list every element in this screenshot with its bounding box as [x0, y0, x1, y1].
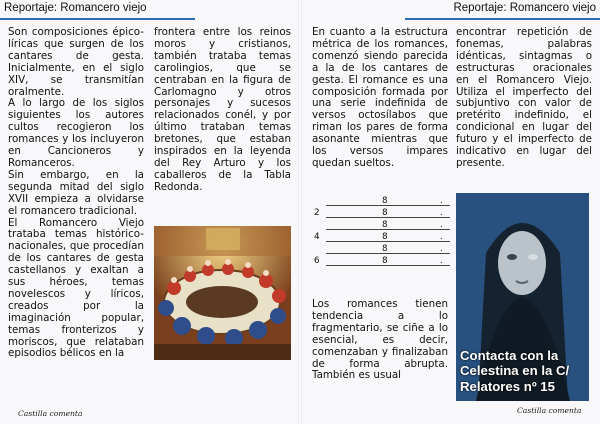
- column-4: [456, 27, 592, 170]
- metric-row-number: 2: [314, 208, 320, 218]
- column-2: [154, 27, 291, 194]
- metric-row-line: [326, 217, 450, 218]
- portrait-caption: Contacta con la Celestina en la C/ Relatores nº 15: [460, 348, 570, 394]
- page-gutter: [298, 0, 302, 424]
- metric-row: [312, 220, 450, 231]
- col2-paragraph: frontera entre los reinos moros y cristianos, también trataba temas carolingios, que se centraban en la figura de Carlomagno y otros personajes y sucesos relacionados conél, y por último trataban temas bretones, que estaban inspirados en la leyenda del Rey Arturo y los caballeros de la Tabla Redonda.: [154, 26, 291, 193]
- round-table-painting: [154, 226, 291, 360]
- metric-row-end: .: [440, 208, 443, 218]
- metric-row-end: .: [440, 256, 443, 266]
- col3-lower-paragraph: Los romances tienen tendencia a lo fragmentario, se ciñe a lo esencial, es decir, comenzaban y finalizaban de forma abrupta. También es usual: [312, 298, 448, 382]
- left-page-header: Reportaje: Romancero viejo: [4, 2, 147, 14]
- col1-paragraph-3: Sin embargo, en la segunda mitad del siglo XVII empieza a olvidarse el romancero tradicional.: [8, 168, 144, 217]
- metric-row-end: .: [440, 220, 443, 230]
- right-footer: Castilla comenta: [517, 406, 582, 415]
- metric-row-line: [326, 253, 450, 254]
- metric-row: [312, 208, 450, 219]
- metric-row: [312, 256, 450, 267]
- col1-paragraph-2: A lo largo de los siglos siguientes los autores cultos recogieron los romances y los incluyeron en Cancioneros y Romanceros.: [8, 97, 144, 169]
- metric-row-syllables: 8: [382, 220, 388, 230]
- column-1: [8, 27, 144, 360]
- right-header-rule: [405, 18, 600, 20]
- metric-row-number: 4: [314, 232, 320, 242]
- left-footer: Castilla comenta: [18, 409, 83, 418]
- metric-row-line: [326, 265, 450, 266]
- col1-paragraph-1: Son composiciones épico-líricas que surgen de los cantares de gesta. Inicialmente, en el siglo XIV, se transmitían oralmente.: [8, 26, 144, 98]
- metric-row-syllables: 8: [382, 196, 388, 206]
- metric-row-end: .: [440, 196, 443, 206]
- col1-paragraph-4: El Romancero Viejo trataba temas histórico-nacionales, que procedían de los cantares de gesta castellanos y exaltan a sus héroes, temas novelescos y líricos, creados por la imaginación popular, temas fronterizos y moriscos, que relataban episodios bélicos en la: [8, 216, 144, 360]
- metric-row-end: .: [440, 232, 443, 242]
- metric-row-syllables: 8: [382, 256, 388, 266]
- metric-row-line: [326, 229, 450, 230]
- metric-row-syllables: 8: [382, 232, 388, 242]
- column-3-lower: [312, 299, 448, 382]
- left-header-rule: [0, 18, 195, 20]
- metric-row-syllables: 8: [382, 244, 388, 254]
- column-3: [312, 27, 448, 170]
- metric-row: [312, 232, 450, 243]
- metric-row-line: [326, 205, 450, 206]
- metric-row-number: 6: [314, 256, 320, 266]
- metric-row: [312, 244, 450, 255]
- metric-row-end: .: [440, 244, 443, 254]
- right-page-header: Reportaje: Romancero viejo: [453, 2, 596, 14]
- col3-paragraph: En cuanto a la estructura métrica de los romances, comenzó siendo parecida a la de los cantares de gesta. El romance es una composición formada por una serie indefinida de versos octosílabos que riman los pares de forma asonante mientras que los versos impares quedan sueltos.: [312, 26, 448, 169]
- metric-scheme: [312, 196, 450, 276]
- metric-row: [312, 196, 450, 207]
- col4-paragraph: encontrar repetición de fonemas, palabras idénticas, sintagmas o estructuras oracionales en el Romancero Viejo. Utiliza el imperfecto del subjuntivo con valor de pretérito indefinido, el condicional en lugar del futuro y el imperfecto de indicativo en lugar del presente.: [456, 26, 592, 169]
- metric-row-line: [326, 241, 450, 242]
- metric-row-syllables: 8: [382, 208, 388, 218]
